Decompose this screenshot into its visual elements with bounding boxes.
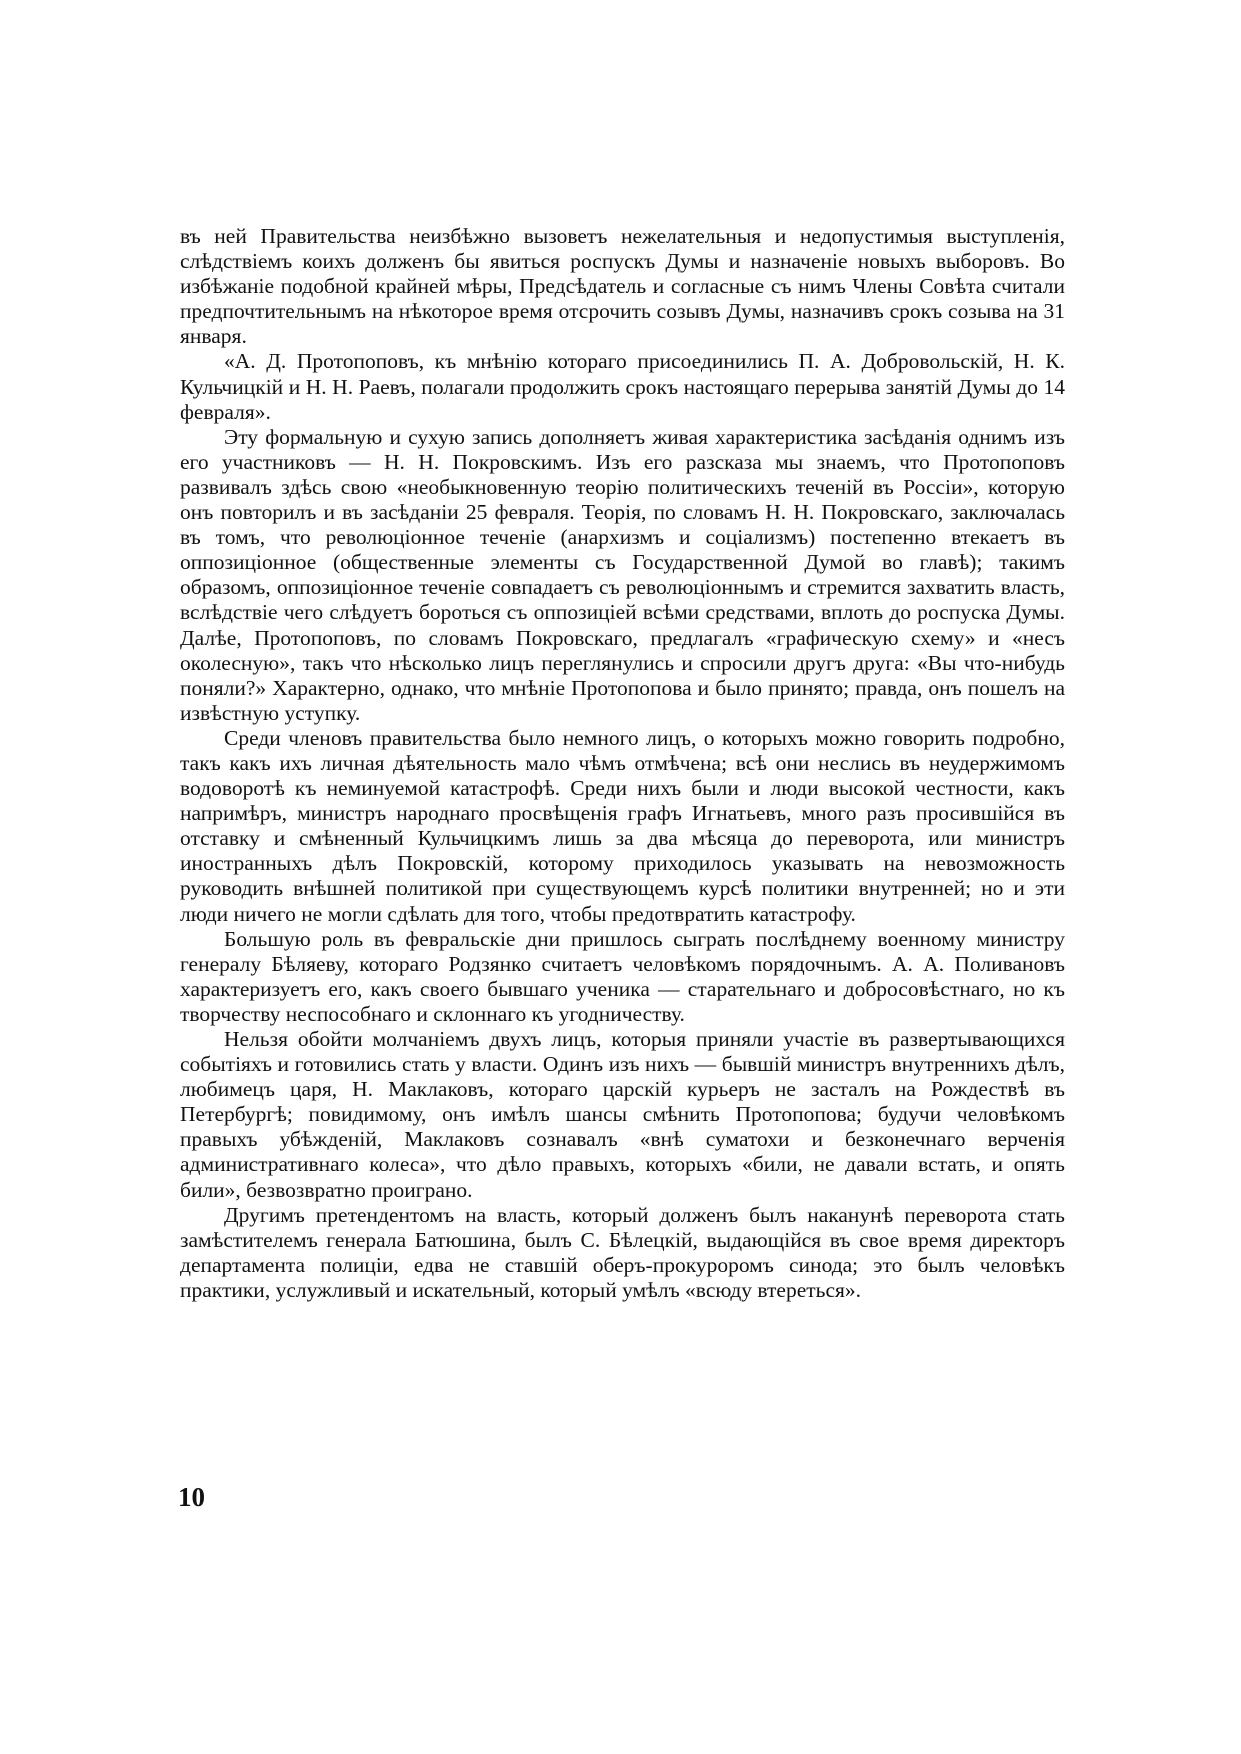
paragraph-continuation: въ ней Правительства неизбѣжно вызоветъ нежелательныя и недопустимыя выступленія, слѣдствіемъ коихъ долженъ бы явиться роспускъ Думы и назначеніе новыхъ выборовъ. Во избѣжаніе подобной крайней мѣры, Предсѣдатель и согласные съ нимъ Члены Совѣта считали предпочтительнымъ на нѣкоторое время отсрочить созывъ Думы, назначивъ срокъ созыва на 31 января. xyxy=(180,224,1065,349)
page-number: 10 xyxy=(178,1482,205,1512)
body-text xyxy=(180,224,1065,1303)
paragraph-beletsky: Другимъ претендентомъ на власть, который долженъ былъ наканунѣ переворота стать замѣстителемъ генерала Батюшина, былъ С. Бѣлецкій, выдающійся въ свое время директоръ департамента полиціи, едва не ставшій оберъ-прокуроромъ синода; это былъ человѣкъ практики, услужливый и искательный, который умѣлъ «всюду втереться». xyxy=(180,1202,1065,1302)
paragraph-government-members: Среди членовъ правительства было немного лицъ, о которыхъ можно говорить подробно, такъ какъ ихъ личная дѣятельность мало чѣмъ отмѣчена; всѣ они неслись въ неудержимомъ водоворотѣ къ неминуемой катастрофѣ. Среди нихъ были и люди высокой честности, какъ напримѣръ, министръ народнаго просвѣщенія графъ Игнатьевъ, много разъ просившійся въ отставку и смѣненный Кульчицкимъ лишь за два мѣсяца до переворота, или министръ иностранныхъ дѣлъ Покровскій, которому приходилось указывать на невозможность руководить внѣшней политикой при существующемъ курсѣ политики внутренней; но и эти люди ничего не могли сдѣлать для того, чтобы предотвратить катастрофу. xyxy=(180,725,1065,926)
paragraph-maklakov: Нельзя обойти молчаніемъ двухъ лицъ, которыя приняли участіе въ развертывающихся событіяхъ и готовились стать у власти. Одинъ изъ нихъ — бывшій министръ внутреннихъ дѣлъ, любимецъ царя, Н. Маклаковъ, котораго царскій курьеръ не засталъ на Рождествѣ въ Петербургѣ; повидимому, онъ имѣлъ шансы смѣнить Протопопова; будучи человѣкомъ правыхъ убѣжденій, Маклаковъ сознавалъ «внѣ суматохи и безконечнаго верченія административнаго колеса», что дѣло правыхъ, которыхъ «били, не давали встать, и опять били», безвозвратно проиграно. xyxy=(180,1027,1065,1202)
paragraph-quote-protopopov: «А. Д. Протопоповъ, къ мнѣнію котораго присоединились П. А. Добровольскій, Н. К. Кульчицкій и Н. Н. Раевъ, полагали продолжить срокъ настоящаго перерыва занятій Думы до 14 февраля». xyxy=(180,349,1065,424)
paragraph-belyaev: Большую роль въ февральскіе дни пришлось сыграть послѣднему военному министру генералу Бѣляеву, котораго Родзянко считаетъ человѣкомъ порядочнымъ. А. А. Поливановъ характеризуетъ его, какъ своего бывшаго ученика — старательнаго и добросовѣстнаго, но къ творчеству неспособнаго и склоннаго къ угодничеству. xyxy=(180,926,1065,1026)
paragraph-pokrovsky-account: Эту формальную и сухую запись дополняетъ живая характеристика засѣданія однимъ изъ его участниковъ — Н. Н. Покровскимъ. Изъ его разсказа мы знаемъ, что Протопоповъ развивалъ здѣсь свою «необыкновенную теорію политическихъ теченій въ Россіи», которую онъ повторилъ и въ засѣданіи 25 февраля. Теорія, по словамъ Н. Н. Покровскаго, заключалась въ томъ, что революціонное теченіе (анархизмъ и соціализмъ) постепенно втекаетъ въ оппозиціонное (общественные элементы съ Государственной Думой во главѣ); такимъ образомъ, оппозиціонное теченіе совпадаетъ съ революціоннымъ и стремится захватить власть, вслѣдствіе чего слѣдуетъ бороться съ оппозиціей всѣми средствами, вплоть до роспуска Думы. Далѣе, Протопоповъ, по словамъ Покровскаго, предлагалъ «графическую схему» и «несъ околесную», такъ что нѣсколько лицъ переглянулись и спросили другъ друга: «Вы что-нибудь поняли?» Характерно, однако, что мнѣніе Протопопова и было принято; правда, онъ пошелъ на извѣстную уступку. xyxy=(180,424,1065,725)
